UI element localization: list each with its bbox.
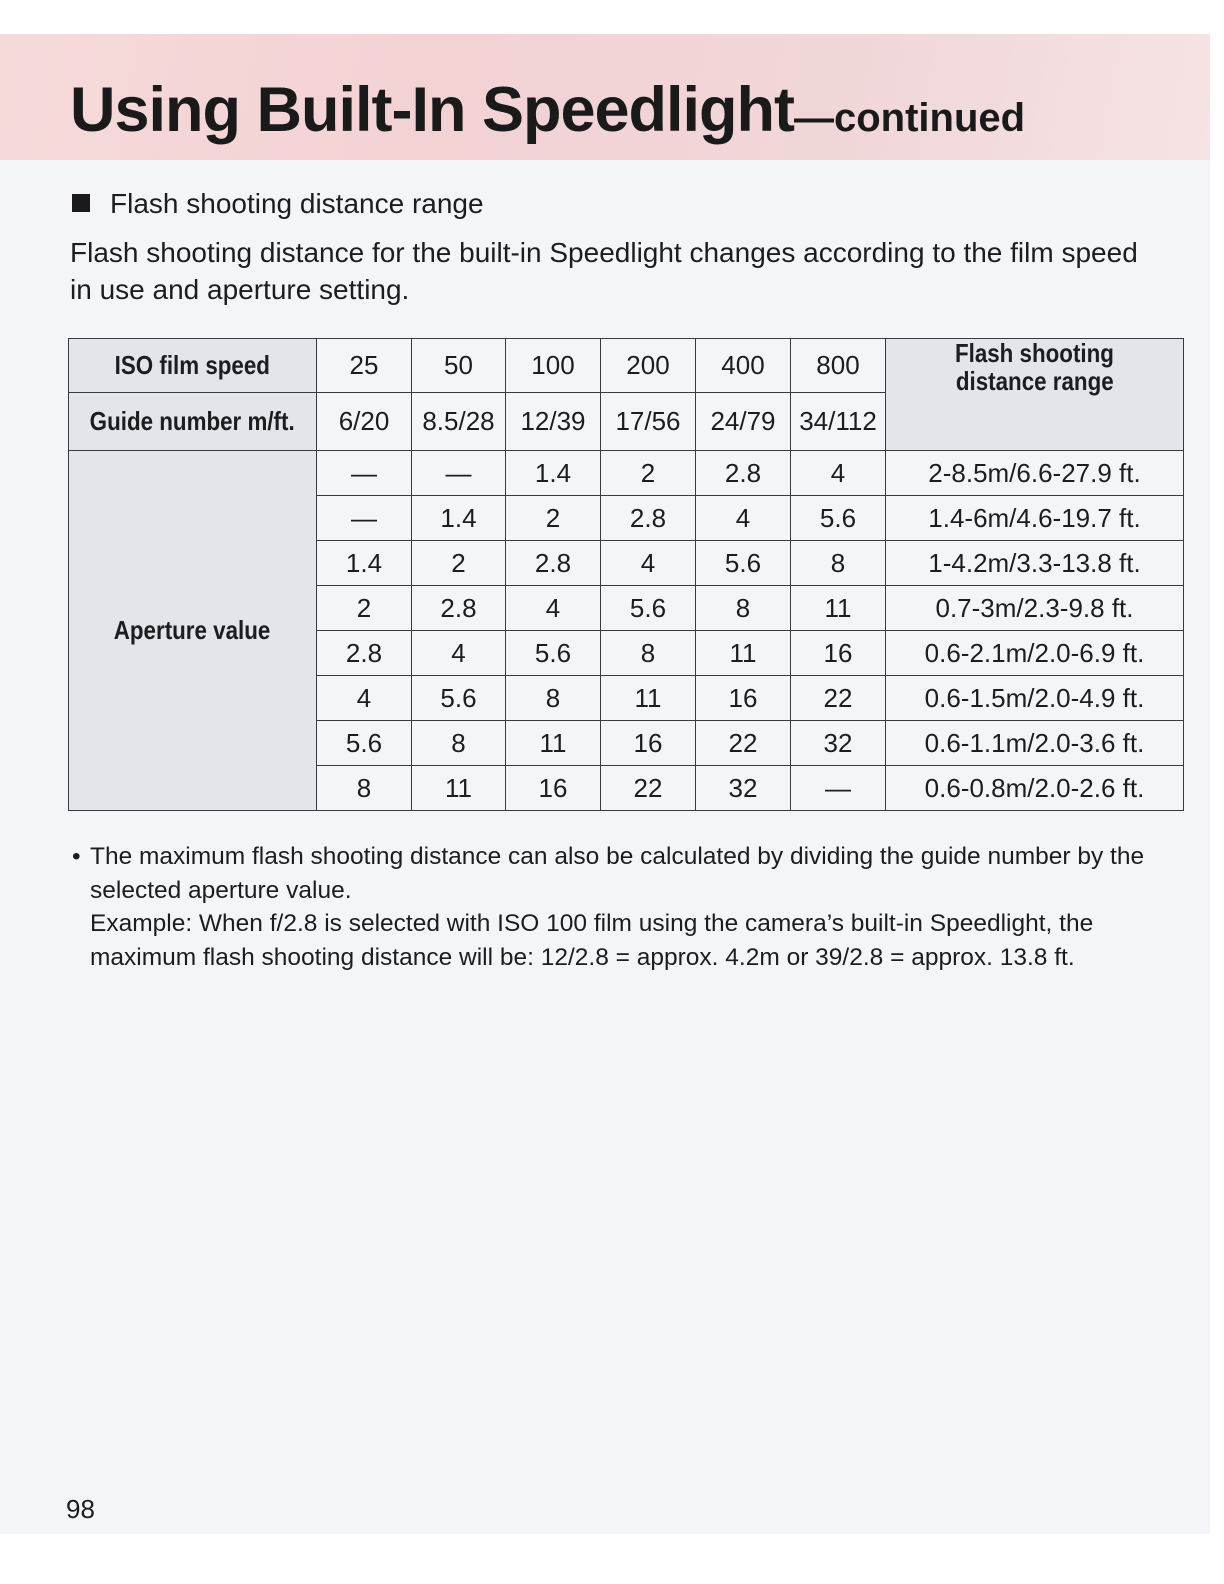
range-header-line2: distance range (955, 366, 1114, 396)
aperture-cell: 2 (412, 541, 506, 586)
aperture-label: Aperture value (114, 615, 271, 645)
title-main: Using Built-In Speedlight (70, 75, 794, 145)
aperture-cell: 1.4 (317, 541, 412, 586)
iso-label: ISO film speed (114, 350, 271, 380)
aperture-cell: 5.6 (412, 676, 506, 721)
aperture-cell: 8 (601, 631, 696, 676)
aperture-cell: 22 (791, 676, 886, 721)
aperture-cell: 11 (791, 586, 886, 631)
page-number: 98 (66, 1494, 95, 1524)
title-suffix: —continued (793, 96, 1026, 140)
aperture-cell: 8 (506, 676, 601, 721)
aperture-cell: 4 (317, 676, 412, 721)
square-bullet-icon (72, 194, 90, 212)
guide-value: 34/112 (791, 393, 886, 451)
page-title (70, 74, 1025, 146)
aperture-cell: 11 (412, 766, 506, 811)
aperture-cell: 16 (601, 721, 696, 766)
aperture-cell: 22 (696, 721, 791, 766)
aperture-cell: 2.8 (412, 586, 506, 631)
range-header-line1: Flash shooting (954, 338, 1114, 368)
guide-label: Guide number m/ft. (90, 406, 295, 436)
guide-value: 6/20 (317, 393, 412, 451)
guide-value: 8.5/28 (412, 393, 506, 451)
note-line-2: Example: When f/2.8 is selected with ISO 100 film using the camera’s built-in Speedlight, the maximum flash shooting distance will be: 12/2.8 = approx. 4.2m or 39/2.8 = approx. 13.8 ft. (90, 910, 1094, 971)
aperture-cell: 8 (791, 541, 886, 586)
bullet-icon: • (72, 843, 81, 870)
iso-value: 800 (791, 339, 886, 393)
aperture-cell: 8 (412, 721, 506, 766)
distance-range-cell: 0.6-0.8m/2.0-2.6 ft. (886, 766, 1184, 811)
distance-range-cell: 1.4-6m/4.6-19.7 ft. (886, 496, 1184, 541)
aperture-label-cell (69, 451, 317, 811)
aperture-cell: 4 (412, 631, 506, 676)
guide-value: 12/39 (506, 393, 601, 451)
aperture-cell: 5.6 (317, 721, 412, 766)
aperture-cell: 2 (601, 451, 696, 496)
note-line-1: The maximum flash shooting distance can also be calculated by dividing the guide number by the selected aperture value. (90, 843, 1145, 904)
aperture-cell: — (791, 766, 886, 811)
guide-value: 17/56 (601, 393, 696, 451)
aperture-row (69, 451, 1184, 496)
distance-table (68, 338, 1184, 811)
distance-range-cell: 0.7-3m/2.3-9.8 ft. (886, 586, 1184, 631)
aperture-cell: — (317, 496, 412, 541)
distance-range-cell: 0.6-2.1m/2.0-6.9 ft. (886, 631, 1184, 676)
aperture-cell: 8 (696, 586, 791, 631)
distance-range-cell: 2-8.5m/6.6-27.9 ft. (886, 451, 1184, 496)
intro-paragraph: Flash shooting distance for the built-in Speedlight changes according to the film speed in use and aperture setting. (70, 237, 1138, 305)
aperture-cell: 11 (601, 676, 696, 721)
aperture-cell: 5.6 (601, 586, 696, 631)
iso-value: 100 (506, 339, 601, 393)
aperture-cell: 32 (791, 721, 886, 766)
aperture-cell: 22 (601, 766, 696, 811)
distance-range-cell: 0.6-1.1m/2.0-3.6 ft. (886, 721, 1184, 766)
aperture-cell: 4 (601, 541, 696, 586)
aperture-cell: 11 (696, 631, 791, 676)
iso-value: 200 (601, 339, 696, 393)
guide-value: 24/79 (696, 393, 791, 451)
aperture-cell: 2.8 (506, 541, 601, 586)
page-top-margin (0, 0, 1224, 34)
aperture-cell: 2.8 (696, 451, 791, 496)
aperture-cell: 5.6 (696, 541, 791, 586)
section-heading-text: Flash shooting distance range (110, 188, 484, 219)
iso-value: 25 (317, 339, 412, 393)
iso-value: 50 (412, 339, 506, 393)
aperture-cell: 16 (696, 676, 791, 721)
iso-value: 400 (696, 339, 791, 393)
page-bottom-margin (0, 1534, 1224, 1584)
aperture-cell: 16 (791, 631, 886, 676)
iso-row (69, 339, 1184, 393)
aperture-cell: 11 (506, 721, 601, 766)
guide-label-cell (69, 393, 317, 451)
note-block (72, 840, 1162, 974)
distance-range-cell: 0.6-1.5m/2.0-4.9 ft. (886, 676, 1184, 721)
aperture-cell: 2.8 (601, 496, 696, 541)
distance-range-cell: 1-4.2m/3.3-13.8 ft. (886, 541, 1184, 586)
aperture-cell: 16 (506, 766, 601, 811)
aperture-cell: 4 (696, 496, 791, 541)
aperture-cell: — (412, 451, 506, 496)
aperture-cell: 2.8 (317, 631, 412, 676)
aperture-cell: 32 (696, 766, 791, 811)
aperture-cell: 4 (791, 451, 886, 496)
section-heading (72, 188, 484, 220)
aperture-cell: 1.4 (506, 451, 601, 496)
aperture-cell: 5.6 (506, 631, 601, 676)
aperture-cell: — (317, 451, 412, 496)
aperture-cell: 5.6 (791, 496, 886, 541)
aperture-cell: 1.4 (412, 496, 506, 541)
aperture-cell: 2 (506, 496, 601, 541)
aperture-cell: 8 (317, 766, 412, 811)
range-header-cell (886, 339, 1184, 451)
page-right-margin (1210, 34, 1224, 1534)
iso-label-cell (69, 339, 317, 393)
aperture-cell: 2 (317, 586, 412, 631)
aperture-cell: 4 (506, 586, 601, 631)
